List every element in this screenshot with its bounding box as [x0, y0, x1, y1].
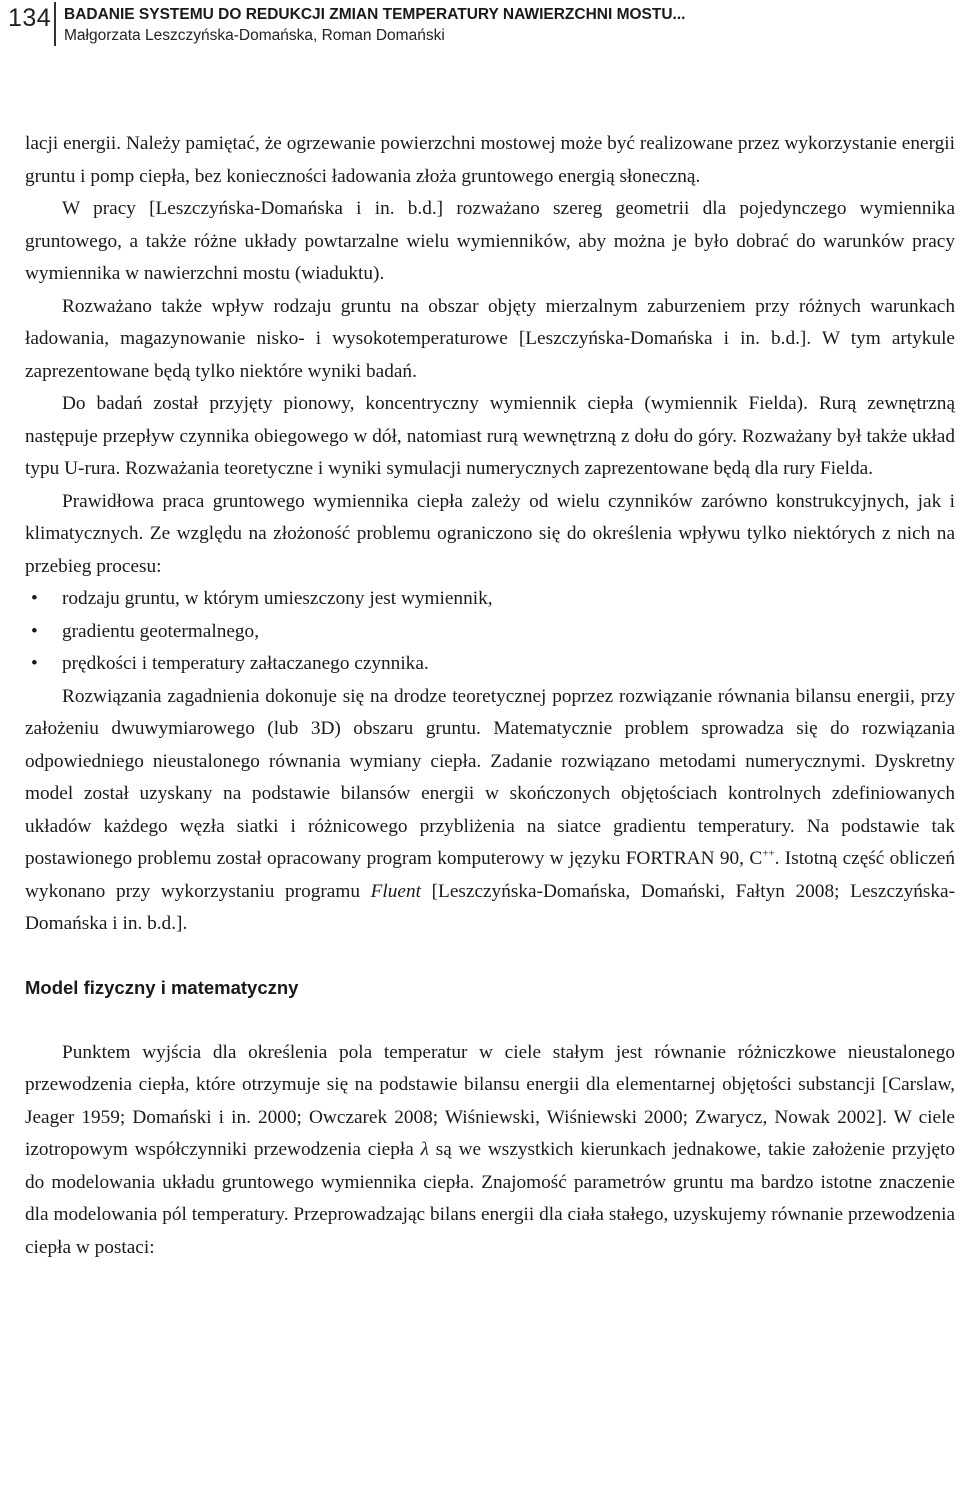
- list-item: [25, 648, 955, 681]
- text-run: Rozwiązania zagadnienia dokonuje się na drodze teoretycznej poprzez rozwiązanie równania bilansu energii, przy założeniu dwuwymiarowego (lub 3D) obszaru gruntu. Matematycznie problem sprowadza się do rozwiązania odpowiedniego nieustalonego równania wymiany ciepła. Zadanie rozwiązano metodami numerycznymi. Dyskretny model został uzyskany na podstawie bilansów energii w skończonych objętościach kontrolnych zdefiniowanych układów każdego węzła siatki i różnicowego przybliżenia na siatce gradientu temperatury. Na podstawie tak postawionego problemu został opracowany program komputerowy w języku FORTRAN 90, C: [25, 685, 955, 869]
- article-body: [25, 128, 955, 1264]
- list-item-text: rodzaju gruntu, w którym umieszczony jest wymiennik,: [62, 588, 493, 609]
- text-run: są we wszystkich kierunkach jednakowe, takie założenie przyjęto do modelowania układu gruntowego wymiennika ciepła. Znajomość parametrów gruntu ma bardzo istotne znaczenie dla modelowania pól temperatury. Przeprowadzając bilans energii dla ciała stałego, uzyskujemy równanie przewodzenia ciepła w postaci:: [25, 1139, 956, 1258]
- paragraph-factors: Prawidłowa praca gruntowego wymiennika ciepła zależy od wielu czynników zarówno konstrukcyjnych, jak i klimatycznych. Ze względu na złożoność problemu ograniczono się do określenia wpływu tylko niektórych z nich na przebieg procesu:: [25, 490, 955, 577]
- paragraph-continuation: lacji energii. Należy pamiętać, że ogrzewanie powierzchni mostowej może być realizowane przez wykorzystanie energii gruntu i pomp ciepła, bez konieczności ładowania złoża gruntowego energią słoneczną.: [25, 133, 955, 187]
- list-item-text: prędkości i temperatury załtaczanego czynnika.: [62, 653, 429, 674]
- software-name: Fluent: [370, 880, 421, 902]
- page-number: 134: [8, 4, 52, 32]
- bullet-marker: •: [31, 620, 38, 642]
- section-heading: Model fizyczny i matematyczny: [25, 976, 299, 998]
- section-spacer: [25, 941, 955, 977]
- list-item-text: gradientu geotermalnego,: [62, 620, 260, 642]
- lambda-symbol: λ: [420, 1139, 429, 1160]
- list-item: [25, 583, 955, 616]
- list-item: [25, 616, 955, 649]
- paragraph-solution-method: [25, 681, 955, 941]
- running-header: [0, 0, 960, 50]
- factor-list: [25, 583, 955, 681]
- bullet-marker: •: [31, 588, 38, 609]
- paragraph-geometries: W pracy [Leszczyńska-Domańska i in. b.d.] rozważano szereg geometrii dla pojedynczego wymiennika gruntowego, a także różne układy powtarzalne wielu wymienników, aby można je było dobrać do warunków pracy wymiennika w nawierzchni mostu (wiaduktu).: [25, 198, 955, 284]
- paragraph-soil-influence: Rozważano także wpływ rodzaju gruntu na obszar objęty mierzalnym zaburzeniem przy różnych warunkach ładowania, magazynowanie nisko- i wysokotemperaturowe [Leszczyńska-Domańska i in. b.d.]. W tym artykule zaprezentowane będą tylko niektóre wyniki badań.: [25, 295, 955, 382]
- paragraph-heat-equation: [25, 1037, 955, 1265]
- bullet-marker: •: [31, 653, 38, 674]
- running-authors: Małgorzata Leszczyńska-Domańska, Roman Domański: [64, 27, 445, 44]
- text-run: Punktem wyjścia dla określenia pola temperatur w ciele stałym jest równanie różniczkowe nieustalonego przewodzenia ciepła, które otrzymuje się na podstawie bilansu energii dla elementarnej objętości substancji [Carslaw, Jeager 1959; Domański i in. 2000; Owczarek 2008; Wiśniewski, Wiśniewski 2000; Zwarycz, Nowak 2002]. W ciele izotropowym współczynniki przewodzenia ciepła: [25, 1041, 955, 1160]
- running-title: BADANIE SYSTEMU DO REDUKCJI ZMIAN TEMPERATURY NAWIERZCHNI MOSTU...: [64, 6, 686, 23]
- header-divider: [54, 2, 56, 46]
- paragraph-field-exchanger: Do badań został przyjęty pionowy, koncentryczny wymiennik ciepła (wymiennik Fielda). Rurą zewnętrzną następuje przepływ czynnika obiegowego w dół, natomiast rurą wewnętrzną z dołu do góry. Rozważany był także układ typu U-rura. Rozważania teoretyczne i wyniki symulacji numerycznych zaprezentowane będą dla rury Fielda.: [25, 393, 955, 479]
- text-run: . Istotną część obliczeń wykonano przy wykorzystaniu programu: [25, 848, 955, 902]
- superscript: ++: [762, 847, 775, 860]
- text-run: [Leszczyńska-Domańska, Domański, Fałtyn 2008; Leszczyńska-Domańska i in. b.d.].: [25, 880, 955, 934]
- section-spacer: [25, 999, 955, 1037]
